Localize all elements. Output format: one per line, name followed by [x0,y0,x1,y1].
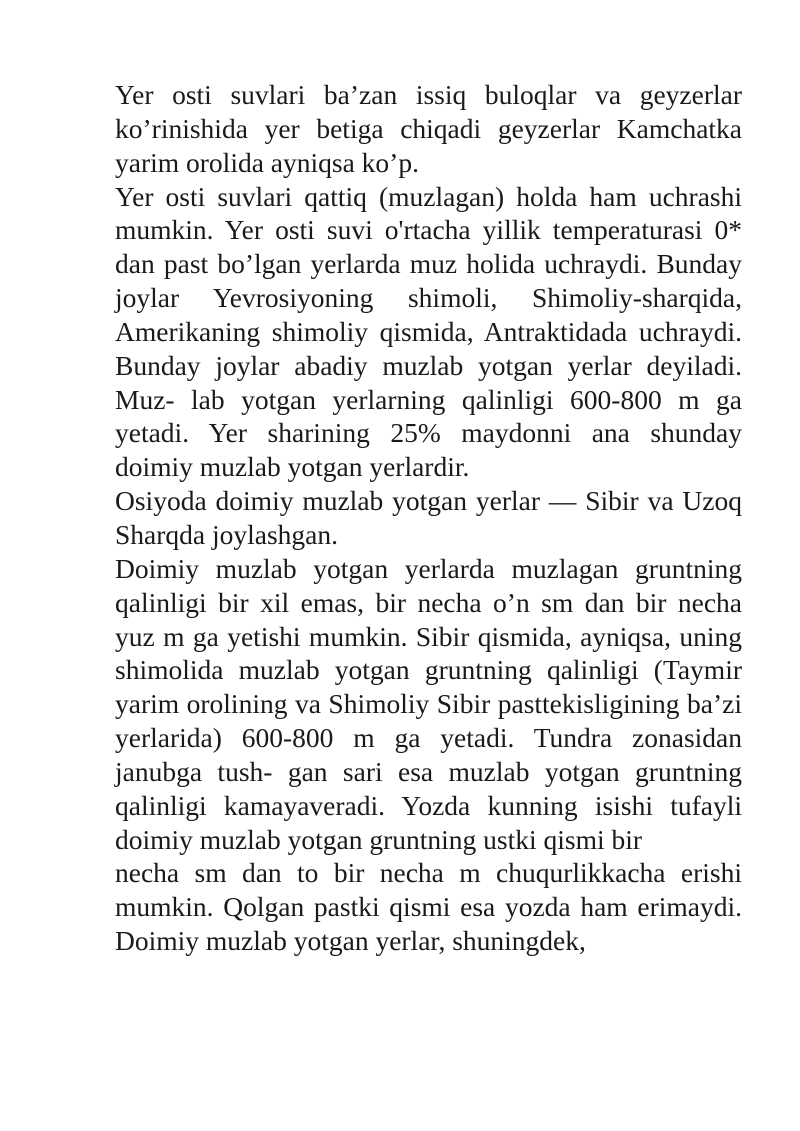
paragraph-frozen-groundwater: Yer osti suvlari qattiq (muzlagan) holda ham uchrashi mumkin. Yer osti suvi o'rtacha yillik temperaturasi 0* dan past bo’lgan yerlarda muz holida uchraydi. Bunday joylar Yevrosiyoning shimoli, Shimoliy-sharqida, Amerikaning shimoliy qismida, Antraktidada uchraydi. Bunday joylar abadiy muzlab yotgan yerlar deyiladi. Muz- lab yotgan yerlarning qalinligi 600-800 m ga yetadi. Yer sharining 25% maydonni ana shunday doimiy muzlab yotgan yerlardir. [115,180,742,483]
paragraph-asia-permafrost: Osiyoda doimiy muzlab yotgan yerlar — Sibir va Uzoq Sharqda joylashgan. [115,485,742,550]
paragraph-hot-springs: Yer osti suvlari ba’zan issiq buloqlar va geyzerlar ko’rinishida yer betiga chiqadi geyzerlar Kamchatka yarim orolida ayniqsa ko’p. [115,79,742,178]
document-page [115,78,742,958]
paragraph-summer-thaw: necha sm dan to bir necha m chuqurlikkacha erishi mumkin. Qolgan pastki qismi esa yozda ham erimaydi. Doimiy muzlab yotgan yerlar, shuningdek, [115,857,742,957]
paragraph-permafrost-thickness: Doimiy muzlab yotgan yerlarda muzlagan gruntning qalinligi bir xil emas, bir necha o’n sm dan bir necha yuz m ga yetishi mumkin. Sibir qismida, ayniqsa, uning shimolida muzlab yotgan gruntning qalinligi (Taymir yarim orolining va Shimoliy Sibir pasttekisligining ba’zi yerlarida) 600-800 m ga yetadi. Tundra zonasidan janubga tush- gan sari esa muzlab yotgan gruntning qalinligi kamayaveradi. Yozda kunning isishi tufayli doimiy muzlab yotgan gruntning ustki qismi bir [115,552,742,855]
